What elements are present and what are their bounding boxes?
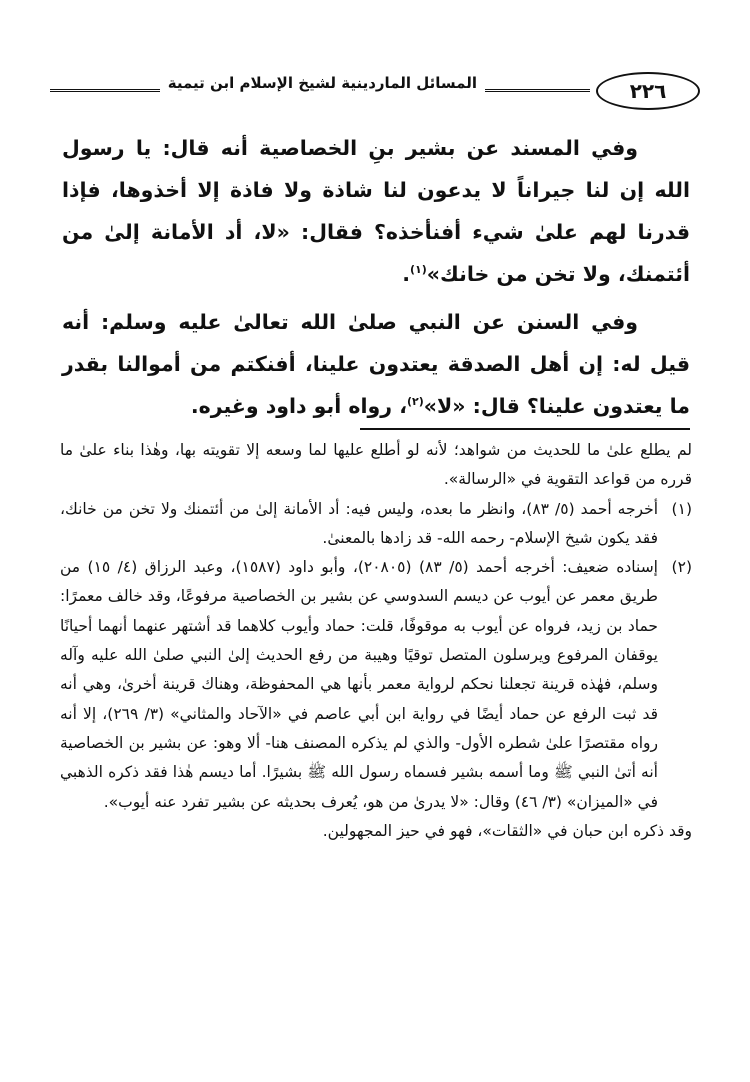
paragraph-2-end: ، رواه أبو داود وغيره.	[190, 394, 407, 418]
footnote-2-text: إسناده ضعيف: أخرجه أحمد (٥/ ٨٣) (٢٠٨٠٥)، وأبو داود (١٥٨٧)، وعبد الرزاق (٤/ ١٥) من طريق معمر عن أيوب عن ديسم السدوسي عن بشير بن الخصاصية مرفوعًا، وقد خالف معمرًا: حماد بن زيد، فرواه عن أيوب به موقوفًا، قلت: حماد وأيوب كلاهما قد أشتهر عنهما أنهما أحيانًا يوقفان المرفوع ويرسلون المتصل توقيًا وهيبة من رفع الحديث إلىٰ النبي صلىٰ الله عليه وآله وسلم، فهٰذه قرينة تجعلنا نحكم لرواية معمر بأنها هي المحفوظة، وهناك قرينة أخرىٰ، وهي أنه قد ثبت الرفع عن حماد أيضًا في رواية ابن أبي عاصم في «الآحاد والمثاني» (٣/ ٢٦٩)، إلا أنه رواه مقتصرًا علىٰ شطره الأول- والذي لم يذكره المصنف هنا- ألا وهو: عن بشير بن الخصاصية أنه أتىٰ النبي ﷺ وما أسمه بشير فسماه رسول الله ﷺ بشيرًا. أما ديسم هٰذا فقد ذكره الذهبي في «الميزان» (٣/ ٤٦) وقال: «لا يدرىٰ من هو، يُعرف بحديثه عن بشير تفرد عنه أيوب».	[60, 558, 659, 811]
footnote-1-label: (١)	[671, 499, 692, 518]
footnote-ref-2: (٢)	[407, 395, 424, 409]
paragraph-1	[62, 127, 690, 295]
footnote-2	[60, 553, 692, 817]
page-header	[50, 72, 700, 108]
paragraph-1-text: وفي المسند عن بشير بنِ الخصاصية أنه قال: يا رسول الله إن لنا جيراناً لا يدعون لنا شاذة ولا فاذة إلا أخذوها، فإذا قدرنا لهم علىٰ شيء أفنأخذه؟ فقال: «لا، أد الأمانة إلىٰ من أئتمنك، ولا تخن من خانك»	[62, 136, 690, 286]
footnote-closing: وقد ذكره ابن حبان في «الثقات»، فهو في حيز المجهولين.	[322, 821, 692, 840]
footnote-1	[60, 495, 692, 554]
paragraph-2-text: وفي السنن عن النبي صلىٰ الله تعالىٰ عليه وسلم: أنه قيل له: إن أهل الصدقة يعتدون علينا، أفنكتم من أموالنا بقدر ما يعتدون علينا؟ قال: «لا»	[62, 310, 690, 418]
footnotes	[60, 436, 692, 846]
footnote-separator	[360, 428, 690, 430]
footnote-continuation: لم يطلع علىٰ ما للحديث من شواهد؛ لأنه لو أطلع عليها لما وسعه إلا تقويته بها، وهٰذا بناء علىٰ ما قرره من قواعد التقوية في «الرسالة».	[60, 441, 692, 489]
page-number: ٢٢٦	[596, 72, 700, 110]
footnote-ref-1: (١)	[410, 263, 427, 277]
paragraph-1-end: .	[402, 262, 411, 286]
main-text	[62, 127, 690, 433]
paragraph-2	[62, 301, 690, 427]
footnote-1-text: أخرجه أحمد (٥/ ٨٣)، وانظر ما بعده، وليس فيه: أد الأمانة إلىٰ من أئتمنك ولا تخن من خانك، فقد يكون شيخ الإسلام- رحمه الله- قد زادها بالمعنىٰ.	[60, 499, 659, 547]
running-title: المسائل الماردينية لشيخ الإسلام ابن تيمية	[160, 74, 485, 92]
footnote-2-label: (٢)	[671, 558, 692, 577]
